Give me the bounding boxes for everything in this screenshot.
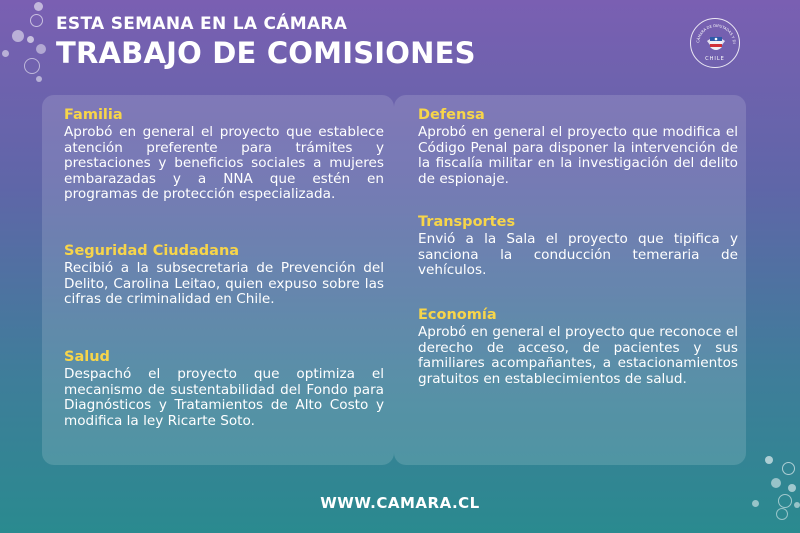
- chamber-seal-logo: [690, 18, 740, 68]
- section-body: Aprobó en general el proyecto que reconoce el derecho de acceso, de pacientes y sus familiares acompañantes, a estacionamientos gratuitos en establecimientos de salud.: [418, 324, 738, 387]
- section-title: Familia: [64, 107, 123, 123]
- seal-country-label: CHILE: [705, 56, 725, 62]
- section-title: Economía: [418, 307, 497, 323]
- section-body: Envió a la Sala el proyecto que tipifica y sanciona la conducción temeraria de vehículos.: [418, 231, 738, 279]
- header: [56, 14, 476, 70]
- section-body: Aprobó en general el proyecto que modifica el Código Penal para disponer la intervención de la fiscalía militar en la investigación del delito de espionaje.: [418, 124, 738, 187]
- seal-arc-text: CÁMARA DE DIPUTADAS Y DI: [696, 23, 737, 44]
- header-kicker: ESTA SEMANA EN LA CÁMARA: [56, 14, 348, 34]
- section-economia: [418, 306, 738, 387]
- commission-card-left: [42, 95, 394, 465]
- section-seguridad-ciudadana: [64, 242, 384, 308]
- section-body: Aprobó en general el proyecto que establece atención preferente para trámites y prestaciones y beneficios sociales a mujeres embarazadas y a NNA que estén en programas de protección especializada.: [64, 124, 384, 203]
- section-title: Transportes: [418, 214, 516, 230]
- section-title: Seguridad Ciudadana: [64, 243, 240, 259]
- section-salud: [64, 348, 384, 429]
- section-title: Salud: [64, 349, 110, 365]
- commission-card-right: [394, 95, 746, 465]
- section-body: Recibió a la subsecretaria de Prevención del Delito, Carolina Leitao, quien expuso sobre las cifras de criminalidad en Chile.: [64, 260, 384, 308]
- section-transportes: [418, 213, 738, 279]
- page-title: TRABAJO DE COMISIONES: [56, 36, 476, 70]
- section-defensa: [418, 106, 738, 187]
- section-body: Despachó el proyecto que optimiza el mecanismo de sustentabilidad del Fondo para Diagnósticos y Tratamientos de Alto Costo y modifica la ley Ricarte Soto.: [64, 366, 384, 429]
- section-title: Defensa: [418, 107, 485, 123]
- footer-website-link[interactable]: WWW.CAMARA.CL: [320, 494, 480, 512]
- section-familia: [64, 106, 384, 203]
